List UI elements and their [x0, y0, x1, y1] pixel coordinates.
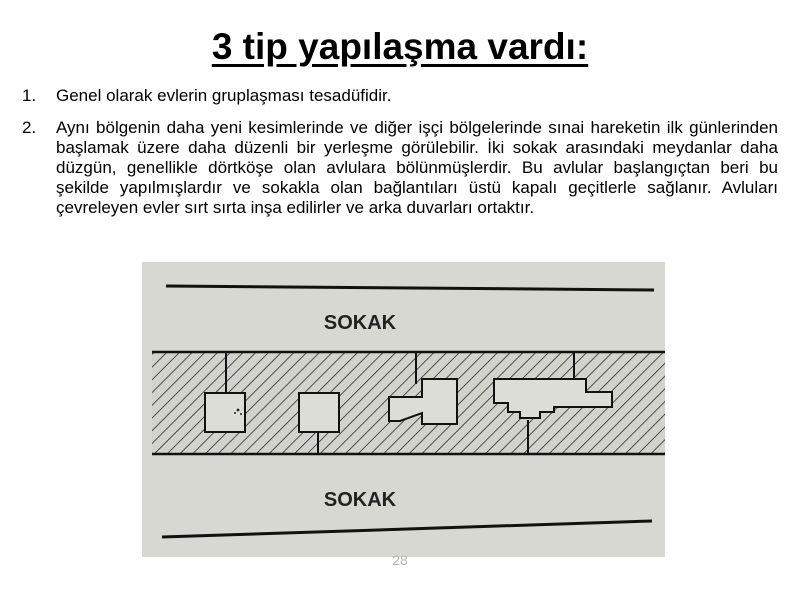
bottom-street-label: SOKAK	[323, 489, 397, 511]
numbered-list	[22, 86, 778, 218]
courtyard-square	[299, 393, 339, 432]
list-item-text: Genel olarak evlerin gruplaşması tesadüfidir.	[56, 86, 392, 105]
page-number: 28	[392, 552, 408, 568]
courtyard-square	[205, 393, 245, 432]
list-item	[22, 86, 778, 106]
street-plan-diagram	[142, 262, 665, 557]
street-plan-photo	[142, 262, 665, 557]
list-item-number: 1.	[22, 86, 37, 105]
top-street-line	[166, 286, 654, 290]
slide-title: 3 tip yapılaşma vardı:	[211, 26, 589, 67]
top-street-label: SOKAK	[323, 312, 397, 334]
list-item-number: 2.	[22, 118, 37, 137]
bottom-street-line	[162, 521, 652, 537]
list-item	[22, 118, 778, 218]
list-item-text: Aynı bölgenin daha yeni kesimlerinde ve diğer işçi bölgelerinde sınai hareketin ilk günlerinden başlamak üzere daha düzenli bir yerleşme görülebilir. İki sokak arasındaki meydanlar daha düzgün, genellikle dörtköşe olan avlulara bölünmüşlerdir. Bu avlular başlangıçtan beri bu şekilde yapılmışlardır ve sokakla olan bağlantıları üstü kapalı geçitlerle sağlanır. Avluları çevreleyen evler sırt sırta inşa edilirler ve arka duvarları ortaktır.	[56, 118, 778, 217]
